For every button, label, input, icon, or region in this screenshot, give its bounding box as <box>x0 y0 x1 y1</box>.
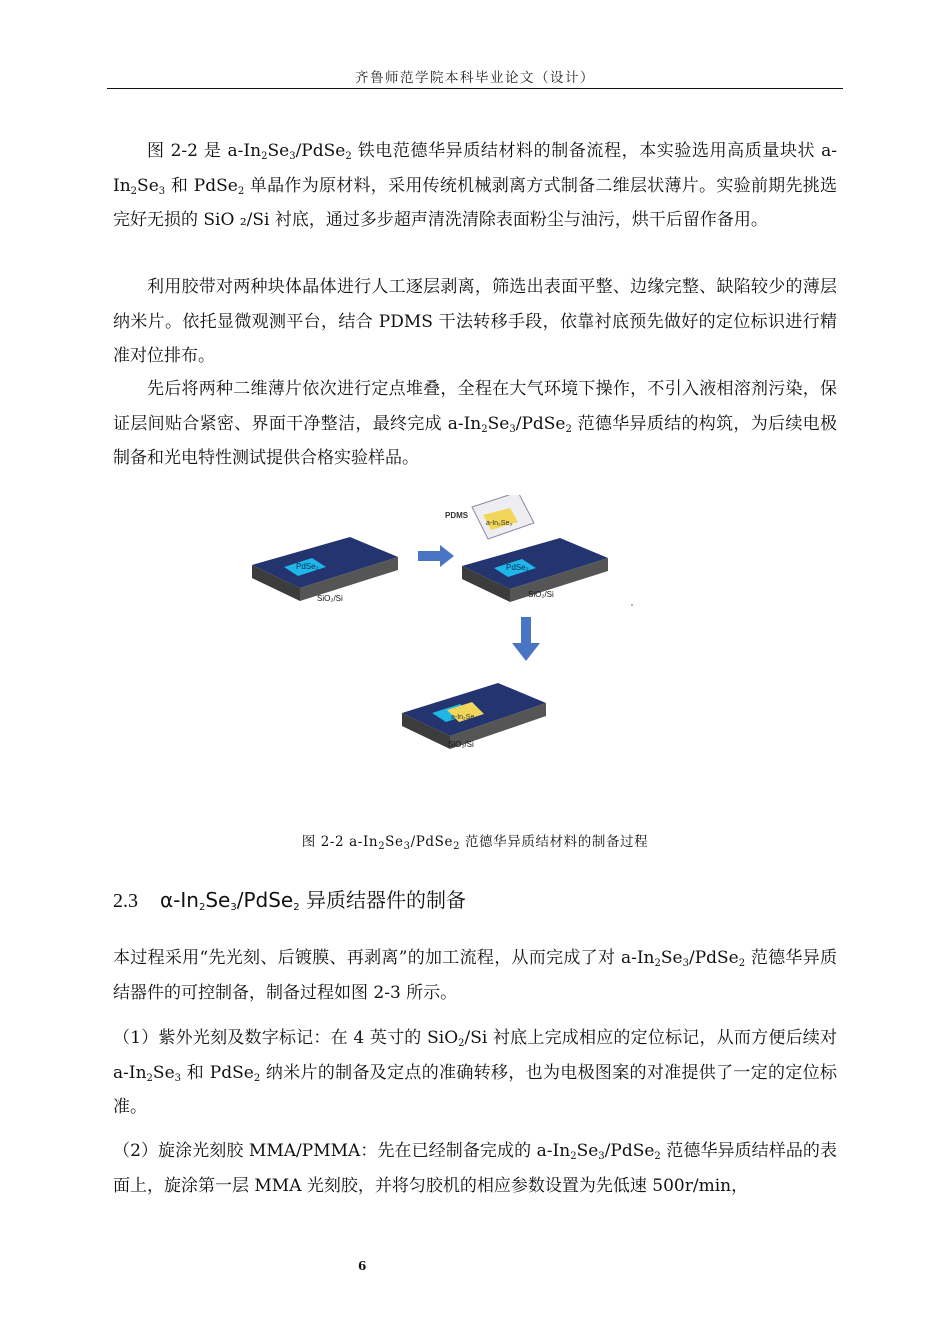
arrow-right-icon <box>418 545 454 567</box>
paragraph-4: 本过程采用“先光刻、后镀膜、再剥离”的加工流程，从而完成了对 $a-In_2Se_3/PdSe_2$ 范德华异质结器件的可控制备，制备过程如图 2-3 所示。 <box>113 948 838 1003</box>
paragraph-1: 图 2-2 是 $a-In_2Se_3/PdSe_2$ 铁电范德华异质结材料的制备流程，本实验选用高质量块状 $a-In_2Se_3$ 和 PdSe$_2$ 单晶作为原材料，采用传统机械剥离方式制备二维层状薄片。实验前期先挑选完好无损的 SiO ₂/Si 衬底，通过多步超声清洗清除表面粉尘与油污，烘干后留作备用。 <box>113 141 838 230</box>
substrate-label-2: SiO₂/Si <box>528 590 554 599</box>
substrate-label-3: SiO₂/Si <box>448 740 474 749</box>
substrate-stage-3 <box>402 683 546 749</box>
substrate-label: SiO₂/Si <box>317 594 343 603</box>
pdms-stamp <box>445 495 534 539</box>
in2se3-label-final: a-In₂Se₃ <box>451 714 478 721</box>
paragraph-2: 利用胶带对两种块体晶体进行人工逐层剥离，筛选出表面平整、边缘完整、缺陷较少的薄层纳米片。依托显微观测平台，结合 PDMS 干法转移手段，依靠衬底预先做好的定位标识进行精准对位排布。 <box>113 277 837 366</box>
page-number: 6 <box>358 1259 367 1273</box>
paragraph-6: （2）旋涂光刻胶 MMA/PMMA：先在已经制备完成的 $a-In_2Se_3/PdSe_2$ 范德华异质结样品的表面上，旋涂第一层 MMA 光刻胶，并将匀胶机的相应参数设置为先低速 500r/min， <box>113 1141 837 1196</box>
figure-caption: 图 2-2 $a-In_2Se_3/PdSe_2$ 范德华异质结材料的制备过程 <box>301 834 649 852</box>
pdse2-label-2: PdSe₂ <box>506 563 529 572</box>
header-rule <box>107 88 843 89</box>
section-heading: 2.3 $\alpha-In_2Se_3/PdSe_2$ 异质结器件的制备 <box>113 888 466 913</box>
arrow-down-icon <box>512 617 540 661</box>
pdms-label: PDMS <box>445 511 469 520</box>
paragraph-5: （1）紫外光刻及数字标记：在 4 英寸的 SiO$_2$/Si 衬底上完成相应的定位标记，从而方便后续对 $a-In_2Se_3$ 和 PdSe$_2$ 纳米片的制备及定点的准确转移，也为电极图案的对准提供了一定的定位标准。 <box>113 1028 838 1117</box>
pdse2-label: PdSe₂ <box>296 562 319 571</box>
fabrication-figure <box>240 495 640 765</box>
substrate-stage-2 <box>462 538 608 602</box>
in2se3-label-top: a-In₂Se₃ <box>486 520 513 527</box>
substrate-stage-1 <box>252 537 398 603</box>
paragraph-3: 先后将两种二维薄片依次进行定点堆叠，全程在大气环境下操作，不引入液相溶剂污染，保证层间贴合紧密、界面干净整洁，最终完成 $a-In_2Se_3/PdSe_2$ 范德华异质结的构筑，为后续电极制备和光电特性测试提供合格实验样品。 <box>113 379 837 468</box>
page-header: 齐鲁师范学院本科毕业论文（设计） <box>355 70 595 86</box>
